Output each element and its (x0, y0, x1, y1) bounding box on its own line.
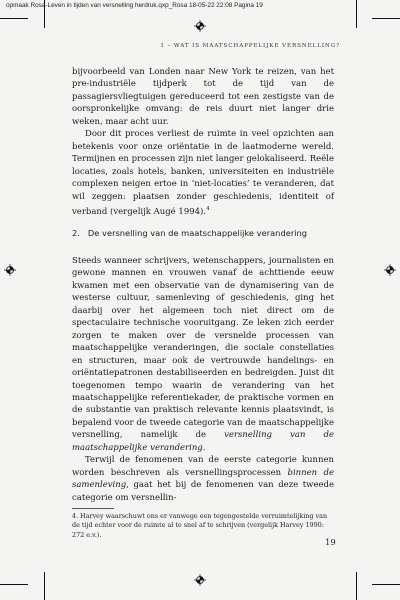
crop-mark-bottom-right-h (372, 584, 400, 585)
print-slug-line: opmaak Rosa-Leven in tijden van versnelling herdruk.qxp_Rosa 18-05-22 22:08 Pagina 19 (6, 2, 263, 9)
paragraph: bijvoorbeeld van Londen naar New York te reizen, van het pre-industriële tijdperk tot de tijd van de passagiersvliegtuigen gereduceerd tot een zestigste van de oorspronkelijke omvang: de reis duurt niet langer drie weken, maar acht uur. (72, 67, 334, 127)
crop-mark-bottom-right-v (356, 572, 357, 600)
paragraph (72, 454, 334, 504)
page-number: 19 (325, 538, 336, 548)
paragraph (72, 128, 334, 218)
paragraph-text: Door dit proces verliest de ruimte in veel opzichten aan betekenis voor onze oriëntatie in de laatmoderne wereld. Termijnen en processen zijn niet langer gelokaliseerd. Reële locaties, zoals hotels, banken, universiteiten en industriële complexen neigen ertoe in ‘niet-locaties’ te veranderen, dat wil zeggen: plaatsen zonder geschiedenis, identiteit of verband (vergelijk Augé 1994). (72, 129, 334, 217)
crop-mark-bottom-left-h (0, 584, 28, 585)
footnote-reference: 4 (206, 205, 210, 212)
paragraph-text: Terwijl de fenomenen van de eerste categorie kunnen worden beschreven als versnellingsprocessen (72, 455, 334, 478)
crop-mark-top-left-h (0, 18, 28, 19)
section-1-body (72, 66, 334, 218)
section-2-body (72, 255, 334, 504)
registration-mark-top-icon (194, 20, 206, 32)
crop-mark-top-right-v (356, 0, 357, 28)
emphasis: binnen de samenleving (72, 467, 334, 491)
crop-mark-top-left-v (44, 0, 45, 28)
registration-mark-right-icon (384, 264, 396, 276)
paragraph-text: . (202, 442, 206, 453)
section-number: 2. (72, 228, 80, 238)
running-head: 1 – WAT IS MAATSCHAPPELIJKE VERSNELLING? (160, 43, 340, 49)
paragraph-text: Steeds wanneer schrijvers, wetenschappers, journalisten en gewone mannen en vrouwen vanaf de achttiende eeuw kwamen met een observatie van de dynamisering van de westerse cultuur, samenleving of geschiedenis, ging het daarbij over het algemeen toch niet direct om de spectaculaire technische vooruitgang. Ze leken zich eerder zorgen te maken over de versnelde processen van maatschappelijke veranderingen, die sociale constellaties en structuren, maar ook de vertrouwde handelings- en oriëntatiepatronen destabiliseerden en bedreigden. Juist dit toegenomen tempo waarin de verandering van het maatschappelijke referentiekader, de praktische vormen en de substantie van praktisch relevante kennis plaatsvindt, is bepalend voor de tweede categorie van de maatschappelijke versnelling, namelijk de (72, 256, 334, 441)
paragraph (72, 255, 334, 454)
footnote: 4. Harvey waarschuwt ons er vanwege een tegengestelde verruimtelijking van de tijd echter voor de ruimte al te snel af te schrijven (vergelijk Harvey 1990: 272 e.v.). (72, 512, 328, 539)
registration-mark-left-icon (4, 264, 16, 276)
crop-mark-bottom-left-v (44, 572, 45, 600)
section-title: De versnelling van de maatschappelijke verandering (87, 228, 308, 238)
emphasis: versnelling van de maatschappelijke verandering (72, 430, 334, 453)
footnote-divider (72, 508, 114, 509)
crop-mark-top-right-h (372, 18, 400, 19)
section-heading (72, 228, 307, 238)
paragraph-text: , gaat het bij de fenomenen van deze tweede categorie om versnellin- (72, 480, 334, 503)
registration-mark-bottom-icon (194, 574, 206, 586)
